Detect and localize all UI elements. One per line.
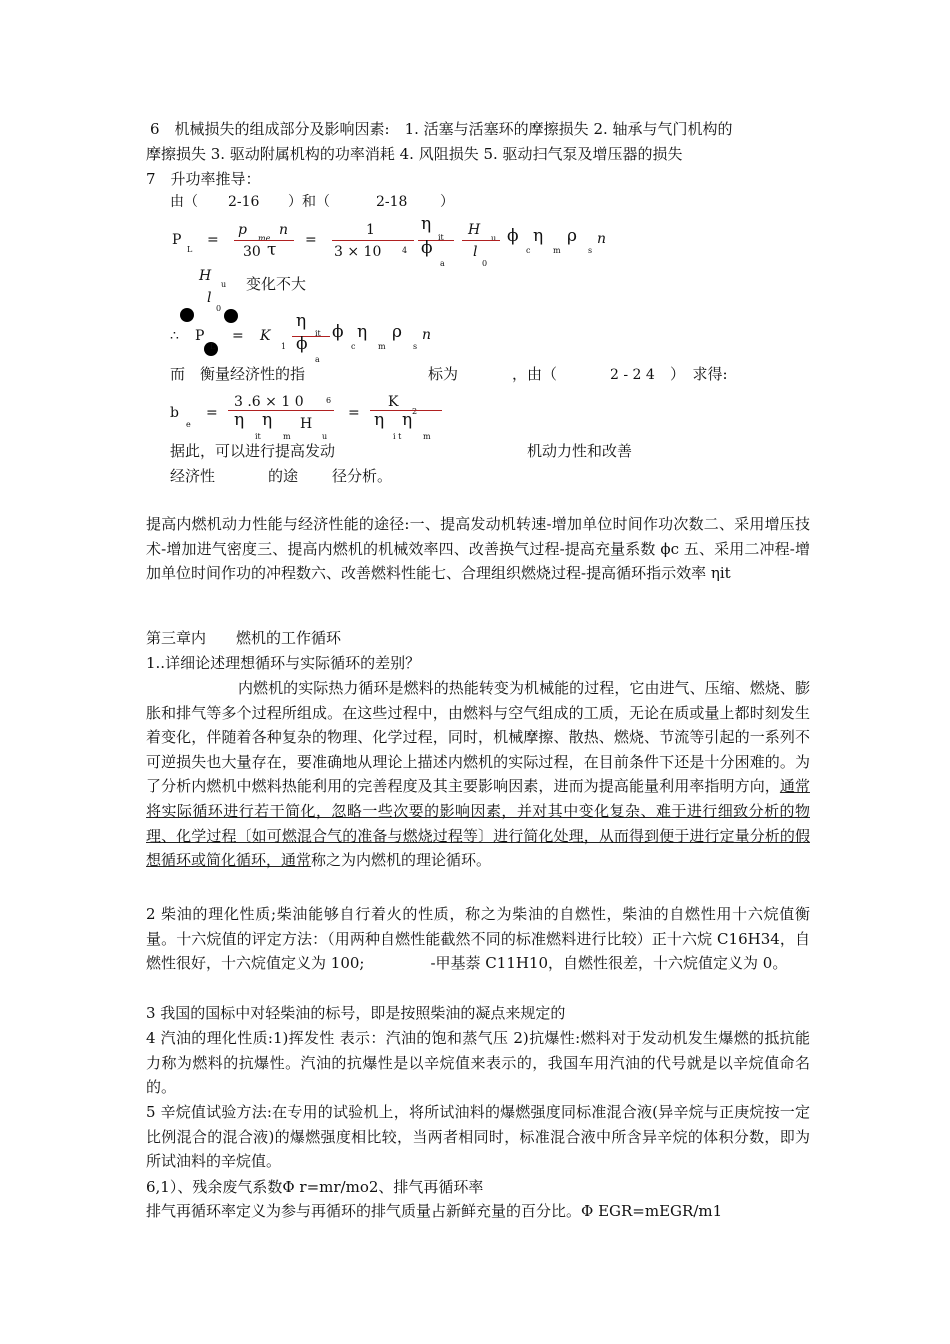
eq1-phi-c: ϕ	[507, 226, 519, 246]
eq2-phi-c-sub: c	[351, 342, 356, 351]
black-dot-1	[180, 308, 194, 322]
eq3-equals-2: =	[348, 405, 360, 421]
answer1-underlined: 通常将实际循环进行若干简化，忽略一些次要的影响因素，并对其中变化复杂、难于进行细致分析的物理、化学过程〔如可燃混合气的准备与燃烧过程等〕进行简化处理，从而得到便于进行定量分析的假想循环或简化循环，通常	[146, 777, 810, 870]
eq2-P-sub: L	[210, 342, 216, 351]
eq3-den-sub-u: u	[322, 432, 328, 441]
eq1-equals-2: =	[305, 232, 317, 248]
eq3-K-sub: 2	[412, 407, 418, 416]
measure-c: ，由（	[512, 365, 558, 383]
eq3-equals: =	[206, 405, 218, 421]
answer1-plain: 内燃机的实际热力循环是燃料的热能转变为机械能的过程，它由进气、压缩、燃烧、膨胀和排气等多个过程所组成。在这些过程中，由燃料与空气组成的工质，无论在质或量上都时刻发生着变化，伴随着各种复杂的物理、化学过程，同时，机械摩擦、散热、燃烧、节流等引起的一系列不可逆损失也大量存在，要准确地从理论上描述内燃机的实际过程，在目前条件下还是十分困难的。为了分析内燃机中燃料热能利用的完善程度及其主要影响因素，进而为提高能量利用率指明方向，	[146, 679, 810, 796]
item6-line2: 摩擦损失 3. 驱动附属机构的功率消耗 4. 风阻损失 5. 驱动扫气泵及增压器的损失	[146, 145, 683, 163]
eq2-K: K	[260, 328, 271, 344]
eq1-l-sub: 0	[482, 259, 488, 268]
eq3-d-sub-it: i t	[393, 432, 402, 441]
eq1-const-num: 1	[366, 222, 375, 238]
measure-b: 标为	[428, 365, 459, 383]
eq2-phi-c: ϕ	[332, 322, 344, 342]
eq3-den-eta1: η	[234, 410, 245, 430]
eq2-P: P	[195, 328, 205, 344]
eq1-eta: η	[421, 214, 432, 234]
eq1-fraction-bar-4	[462, 240, 500, 241]
eq1-P: P	[172, 232, 182, 248]
eq2-therefore: ∴	[170, 328, 179, 344]
eq1-const-den: 3 × 10	[334, 244, 382, 260]
and-text: ）和（	[288, 194, 330, 210]
eq1-rho: ρ	[567, 226, 577, 246]
eq3-b-sub: e	[186, 420, 191, 429]
chapter3-q2	[146, 902, 810, 976]
ref-2-16: 2-16	[228, 194, 260, 210]
measure-ref: 2 - 2 4	[610, 367, 655, 383]
measure-a: 而 衡量经济性的指	[170, 365, 306, 383]
eq1-den-30: 30	[243, 244, 261, 260]
eq1-num-p-sub: me	[258, 234, 271, 243]
eq1-phi: ϕ	[421, 238, 433, 258]
eq2-phi: ϕ	[296, 334, 308, 354]
eq2-phi-sub: a	[315, 355, 320, 364]
eq3-b: b	[170, 405, 179, 421]
conclusion-c: 经济性	[170, 467, 216, 485]
eq1-num-n: n	[279, 222, 289, 238]
chapter3-q6: 6,1）、残余废气系数Φ r=mr/mo2、排气再循环率	[146, 1178, 484, 1196]
chapter3-title: 第三章内 燃机的工作循环	[146, 629, 342, 647]
eq3-d-eta1: η	[374, 410, 385, 430]
eq1-const-exp: 4	[402, 246, 408, 255]
ref-2-18: 2-18	[376, 194, 408, 210]
item7-heading: 7 升功率推导：	[146, 170, 261, 188]
chapter3-q5: 5 辛烷值试验方法:在专用的试验机上，将所试油料的爆燃强度同标准混合液(异辛烷与正庚烷按一定比例混合的混合液)的爆燃强度相比较，当两者相同时，标准混合液中所含异辛烷的体积分数，即为所试油料的辛烷值。	[146, 1103, 810, 1171]
eq3-d-eta2: η	[402, 410, 413, 430]
black-dot-2	[224, 309, 238, 323]
chapter3-q1: 1..详细论述理想循环与实际循环的差别？	[146, 654, 421, 672]
eq3-num-exp: 6	[326, 396, 332, 405]
eq3-den-sub-m: m	[283, 432, 291, 441]
eq3-d-sub-m: m	[423, 432, 431, 441]
eq2-n: n	[422, 327, 432, 343]
eq3-den-H: H	[300, 416, 313, 432]
hl-H: H	[199, 268, 212, 284]
measure-d: ） 求得:	[670, 365, 728, 383]
eq1-den-tau: τ	[267, 240, 277, 260]
chapter3-q6b: 排气再循环率定义为参与再循环的排气质量占新鲜充量的百分比。Φ EGR=mEGR/m1	[146, 1202, 723, 1220]
eq1-P-sub: L	[187, 245, 193, 254]
close-paren: ）	[440, 194, 454, 210]
eq2-eta-sub: it	[315, 329, 321, 338]
hl-l-sub: 0	[216, 304, 222, 313]
eq2-K-sub: 1	[281, 342, 287, 351]
hl-H-sub: u	[221, 280, 227, 289]
eq2-rho-sub: s	[413, 342, 418, 351]
q2-part-a: 2 柴油的理化性质;柴油能够自行着火的性质，称之为柴油的自燃性，柴油的自燃性用十六烷值衡量。十六烷值的评定方法：（用两种自燃性能截然不同的标准燃料进行比较）正十六烷 C16H34，自燃性很好，十六烷值定义为 100;	[146, 905, 810, 973]
eq1-l: l	[473, 244, 478, 260]
eq1-fraction-bar-1	[234, 240, 294, 241]
eq1-num-p: p	[238, 222, 247, 238]
eq3-den-eta2: η	[262, 410, 273, 430]
eq3-num: 3 .6 × 1 0	[234, 394, 304, 410]
improve-paragraph: 提高内燃机动力性能与经济性能的途径:一、提高发动机转速-增加单位时间作功次数二、采用增压技术-增加进气密度三、提高内燃机的机械效率四、改善换气过程-提高充量系数 ϕc 五、采用二冲程-增加单位时间作功的冲程数六、改善燃料性能七、合理组织燃烧过程-提高循环指示效率 ηit	[146, 515, 810, 583]
chapter3-q4: 4 汽油的理化性质:1)挥发性 表示：汽油的饱和蒸气压 2)抗爆性:燃料对于发动机发生爆燃的抵抗能力称为燃料的抗爆性。汽油的抗爆性是以辛烷值来表示的，我国车用汽油的代号就是以辛烷值命名的。	[146, 1029, 810, 1097]
eq1-H-sub: u	[491, 234, 497, 243]
eq1-n: n	[597, 231, 607, 247]
hl-l: l	[207, 290, 212, 306]
eq2-equals: =	[232, 328, 244, 344]
conclusion-a: 据此，可以进行提高发动	[170, 442, 336, 460]
answer1-tail: 称之为内燃机的理论循环。	[311, 851, 492, 870]
eq1-eta-m-sub: m	[553, 246, 561, 255]
eq3-K: K	[388, 394, 399, 410]
eq1-eta-m: η	[533, 226, 544, 246]
q2-part-b: -甲基萘 C11H10，自燃性很差，十六烷值定义为 0。	[430, 954, 788, 973]
eq2-eta: η	[296, 311, 307, 331]
eq1-phi-sub: a	[440, 259, 445, 268]
conclusion-e: 径分析。	[332, 467, 393, 485]
eq1-eta-sub: it	[438, 233, 444, 242]
eq1-fraction-bar-2	[332, 240, 414, 241]
chapter3-answer1	[146, 676, 810, 873]
from-text: 由（	[170, 194, 198, 210]
eq2-eta-m-sub: m	[378, 342, 386, 351]
eq1-equals: =	[207, 232, 219, 248]
eq1-H: H	[468, 222, 481, 238]
eq1-rho-sub: s	[588, 246, 593, 255]
eq2-rho: ρ	[392, 322, 402, 342]
item6-line1: 6 机械损失的组成部分及影响因素: 1. 活塞与活塞环的摩擦损失 2. 轴承与气门机构的	[150, 120, 733, 138]
chapter3-q3: 3 我国的国标中对轻柴油的标号，即是按照柴油的凝点来规定的	[146, 1004, 566, 1022]
eq1-phi-c-sub: c	[526, 246, 531, 255]
conclusion-b: 机动力性和改善	[527, 442, 633, 460]
hl-note: 变化不大	[246, 275, 307, 293]
eq3-den-sub-it: it	[255, 432, 261, 441]
eq2-eta-m: η	[357, 322, 368, 342]
conclusion-d: 的途	[268, 467, 299, 485]
